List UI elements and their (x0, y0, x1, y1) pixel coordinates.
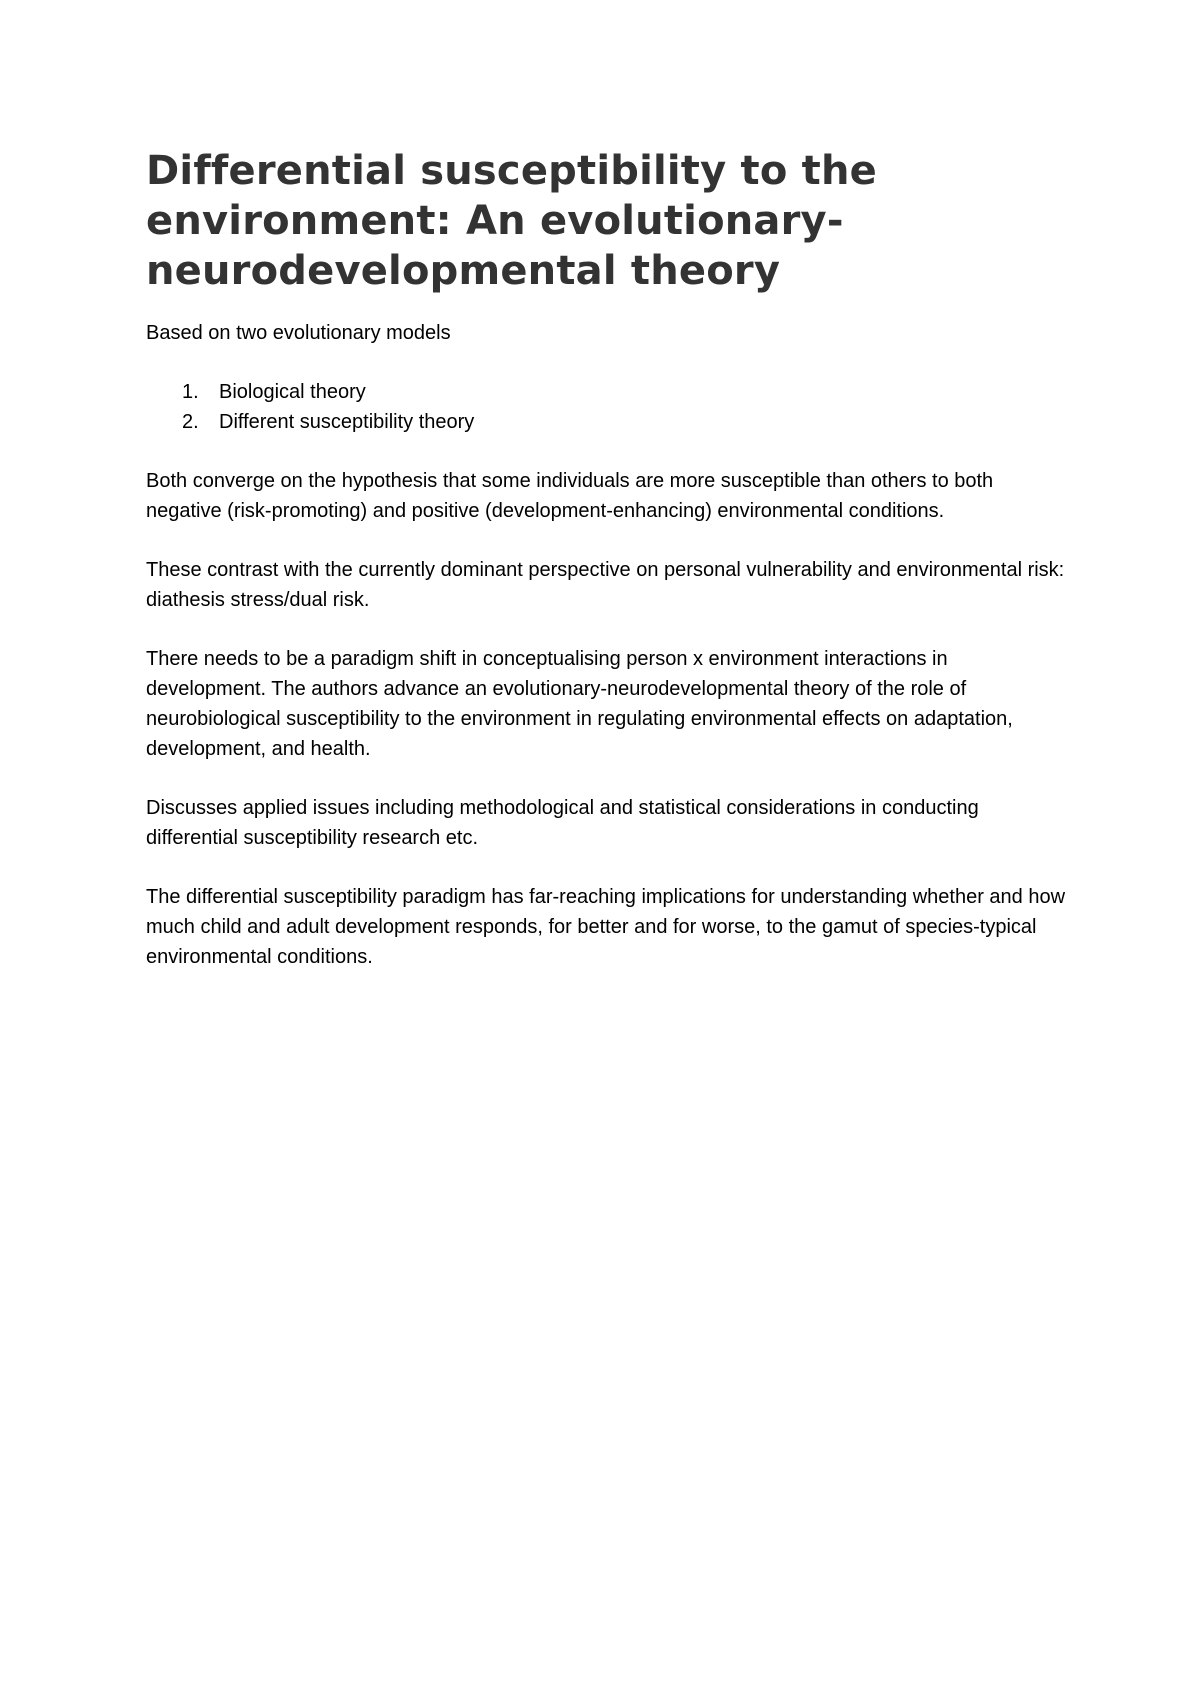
list-item-text: Biological theory (219, 381, 366, 403)
intro-paragraph: Based on two evolutionary models (146, 322, 451, 344)
paragraph-applied-issues: Discusses applied issues including methodological and statistical considerations in conducting differential susceptibility research etc. (146, 797, 979, 849)
models-list (146, 377, 1066, 437)
paragraph-convergence: Both converge on the hypothesis that some individuals are more susceptible than others to both negative (risk-promoting) and positive (development-enhancing) environmental conditions. (146, 470, 994, 522)
paragraph-contrast: These contrast with the currently dominant perspective on personal vulnerability and environmental risk: diathesis stress/dual risk. (146, 559, 1065, 611)
list-item-number: 1. (182, 381, 199, 403)
paragraph-paradigm-shift: There needs to be a paradigm shift in conceptualising person x environment interactions in development. The authors advance an evolutionary-neurodevelopmental theory of the role of neurobiological susceptibility to the environment in regulating environmental effects on adaptation, development, and health. (146, 648, 1013, 760)
paragraph-implications: The differential susceptibility paradigm has far-reaching implications for understanding whether and how much child and adult development responds, for better and for worse, to the gamut of species-typical environmental conditions. (146, 886, 1066, 968)
list-item (146, 377, 1066, 407)
list-item-text: Different susceptibility theory (219, 411, 475, 433)
list-item-number: 2. (182, 411, 199, 433)
document-title: Differential susceptibility to the environment: An evolutionary-neurodevelopmental theory (146, 148, 877, 294)
document-page (146, 146, 1066, 1001)
list-item (146, 407, 1066, 437)
